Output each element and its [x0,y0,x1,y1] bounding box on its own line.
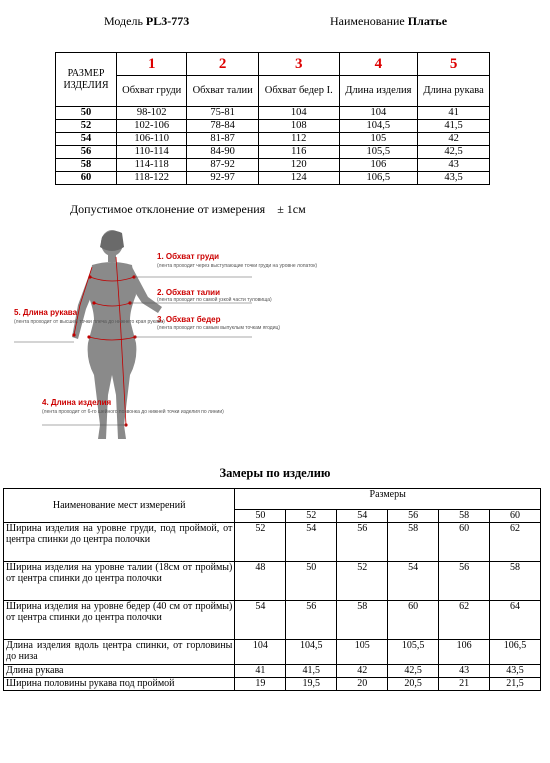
size-table [55,52,490,185]
measurement-value: 42,5 [388,665,439,678]
col-header: Длина рукава [418,76,490,107]
model-value: PL3-773 [145,14,190,28]
measurement-value: 56 [337,523,388,562]
measurement-value: 19 [235,678,286,691]
name-label: Наименование [330,14,405,28]
size-value-cell: 106-110 [117,133,187,146]
col-header: Обхват талии [187,76,259,107]
measurement-value: 58 [388,523,439,562]
size-value-cell: 124 [258,172,339,185]
measurement-value: 56 [439,562,490,601]
size-row [56,159,490,172]
col-number: 5 [418,53,490,76]
col-number: 4 [339,53,418,76]
measurement-value: 20,5 [388,678,439,691]
measurement-value: 52 [235,523,286,562]
size-value-cell: 75-81 [187,107,259,120]
measurement-value: 62 [439,601,490,640]
size-row [56,107,490,120]
measurement-row [4,665,541,678]
measurement-value: 43 [439,665,490,678]
size-value-cell: 43,5 [418,172,490,185]
measurement-name: Ширина изделия на уровне талии (18см от проймы) от центра спинки до центра полочки [4,562,235,601]
measurement-value: 60 [439,523,490,562]
measurement-value: 21 [439,678,490,691]
label-length: 4. Длина изделия [42,398,112,407]
measurement-value: 62 [490,523,541,562]
size-header-cell: 52 [286,510,337,523]
note-sleeve: (лента проходит от высшей точки плеча до нижнего края рукава) [14,319,165,325]
measurement-value: 52 [337,562,388,601]
col-number: 2 [187,53,259,76]
name-header [330,14,447,29]
size-value-cell: 84-90 [187,146,259,159]
measurement-value: 64 [490,601,541,640]
size-value-cell: 112 [258,133,339,146]
measurement-value: 20 [337,678,388,691]
size-row [56,146,490,159]
size-row [56,120,490,133]
size-value-cell: 104 [258,107,339,120]
col-number: 3 [258,53,339,76]
measurement-name: Длина изделия вдоль центра спинки, от горловины до низа [4,640,235,665]
size-header-cell: 54 [337,510,388,523]
size-cell: 50 [56,107,117,120]
size-value-cell: 105,5 [339,146,418,159]
size-value-cell: 42,5 [418,146,490,159]
measurement-value: 58 [337,601,388,640]
size-row [56,133,490,146]
size-value-cell: 41,5 [418,120,490,133]
measurement-name: Длина рукава [4,665,235,678]
measurement-figure [12,225,318,460]
size-value-cell: 81-87 [187,133,259,146]
note-bust: (лента проходит через выступающие точки груди на уровне лопаток) [157,263,318,269]
measurement-value: 54 [235,601,286,640]
size-value-cell: 104 [339,107,418,120]
body-silhouette [72,230,162,439]
size-value-cell: 110-114 [117,146,187,159]
size-value-cell: 120 [258,159,339,172]
size-value-cell: 43 [418,159,490,172]
size-value-cell: 92-97 [187,172,259,185]
name-value: Платье [407,14,448,28]
label-hips: 3. Обхват бедер [157,315,221,324]
measurement-value: 60 [388,601,439,640]
measurement-value: 54 [388,562,439,601]
size-cell: 60 [56,172,117,185]
measurements-table [3,488,541,691]
measurement-value: 41 [235,665,286,678]
size-value-cell: 106,5 [339,172,418,185]
sizes-col-header: Размеры [235,489,541,510]
note-hips: (лента проходит по самым выпуклым точкам ягодиц) [157,325,281,331]
col-header: Длина изделия [339,76,418,107]
size-cell: 52 [56,120,117,133]
measurement-row [4,678,541,691]
label-waist: 2. Обхват талии [157,288,220,297]
size-value-cell: 41 [418,107,490,120]
measurement-value: 105,5 [388,640,439,665]
size-corner-header [56,53,117,107]
col-header: Обхват груди [117,76,187,107]
measurement-value: 104,5 [286,640,337,665]
measurement-value: 106 [439,640,490,665]
measurement-value: 105 [337,640,388,665]
label-sleeve: 5. Длина рукава [14,308,78,317]
model-header [104,14,189,29]
size-value-cell: 42 [418,133,490,146]
measurement-value: 106,5 [490,640,541,665]
measurement-name: Ширина изделия на уровне бедер (40 см от проймы) от центра спинки до центра полочки [4,601,235,640]
measurement-name: Ширина изделия на уровне груди, под проймой, от центра спинки до центра полочки [4,523,235,562]
measurement-value: 48 [235,562,286,601]
size-value-cell: 114-118 [117,159,187,172]
measurement-value: 56 [286,601,337,640]
model-label: Модель [104,14,143,28]
measurement-value: 54 [286,523,337,562]
measurement-value: 58 [490,562,541,601]
size-header-cell: 60 [490,510,541,523]
size-cell: 58 [56,159,117,172]
measurement-value: 21,5 [490,678,541,691]
size-value-cell: 102-106 [117,120,187,133]
note-length: (лента проходит от 6-го шейного позвонка до нижней точки изделия по линии) [42,409,224,415]
measurement-value: 19,5 [286,678,337,691]
size-row [56,172,490,185]
size-value-cell: 78-84 [187,120,259,133]
size-value-cell: 104,5 [339,120,418,133]
size-header-cell: 56 [388,510,439,523]
measurement-name: Ширина половины рукава под проймой [4,678,235,691]
col-number: 1 [117,53,187,76]
measurement-value: 41,5 [286,665,337,678]
size-header-cell: 58 [439,510,490,523]
measurement-row [4,562,541,601]
label-bust: 1. Обхват груди [157,252,220,261]
tolerance-note [70,202,306,217]
size-cell: 54 [56,133,117,146]
col-header: Обхват бедер I. [258,76,339,107]
measurement-value: 104 [235,640,286,665]
measurement-row [4,523,541,562]
measurement-row [4,601,541,640]
size-value-cell: 87-92 [187,159,259,172]
size-header-cell: 50 [235,510,286,523]
note-waist: (лента проходит по самой узкой части туловища) [157,297,272,303]
measurements-title: Замеры по изделию [219,466,331,480]
size-cell: 56 [56,146,117,159]
size-value-cell: 106 [339,159,418,172]
size-corner-label: РАЗМЕР ИЗДЕЛИЯ [63,67,109,91]
measurement-value: 43,5 [490,665,541,678]
measurement-row [4,640,541,665]
measurement-value: 50 [286,562,337,601]
size-value-cell: 118-122 [117,172,187,185]
size-value-cell: 105 [339,133,418,146]
size-value-cell: 108 [258,120,339,133]
size-value-cell: 98-102 [117,107,187,120]
tolerance-value: ± 1см [277,202,306,216]
name-col-header: Наименование мест измерений [4,489,235,523]
size-value-cell: 116 [258,146,339,159]
measurement-value: 42 [337,665,388,678]
tolerance-text: Допустимое отклонение от измерения [70,202,266,216]
